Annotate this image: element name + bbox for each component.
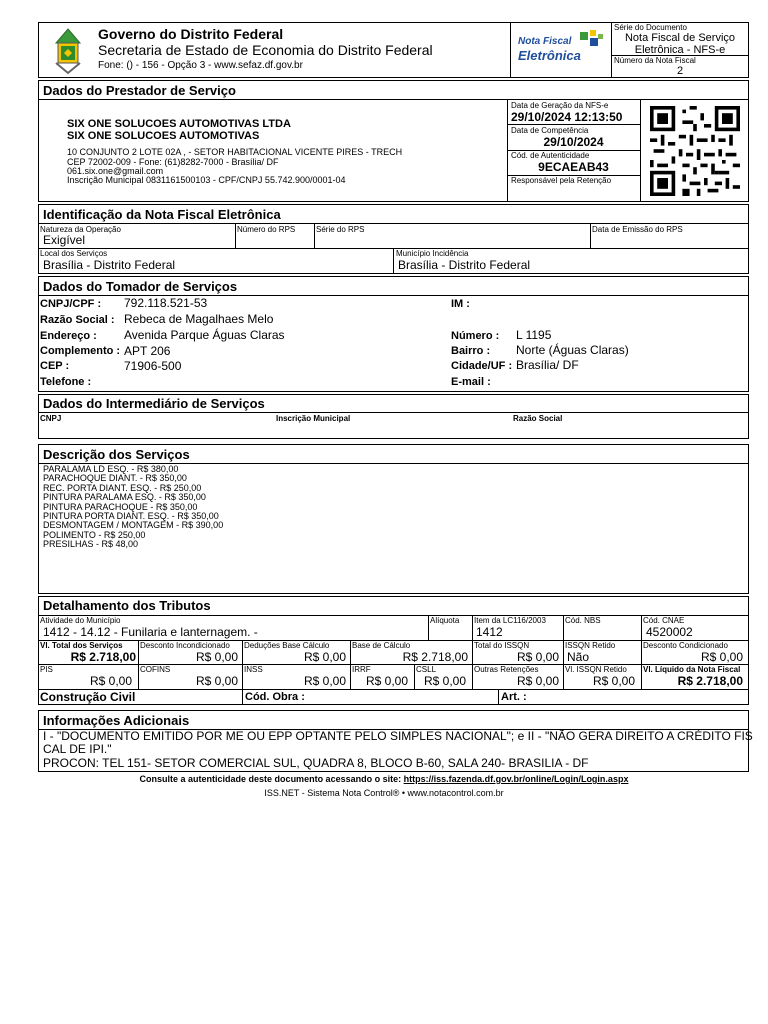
- prestador-email: 061.six.one@gmail.com: [67, 166, 164, 176]
- total-issqn-label: Total do ISSQN: [474, 641, 530, 650]
- info-line-1: I - "DOCUMENTO EMITIDO POR ME OU EPP OPTANTE PELO SIMPLES NACIONAL"; e II - "NÃO GERA DIREITO A CRÉDITO FIS: [43, 729, 753, 743]
- razao-label: Razão Social :: [40, 314, 115, 326]
- outras-value: R$ 0,00: [516, 674, 559, 688]
- cnae-value: 4520002: [646, 625, 693, 639]
- vl-issqn-ret-label: Vl. ISSQN Retido: [565, 665, 627, 674]
- vl-liquido-label: Vl. Líquido da Nota Fiscal: [643, 665, 741, 674]
- descricao-line: DESMONTAGEM / MONTAGEM - R$ 390,00: [43, 520, 224, 531]
- descricao-line: REC. PORTA DIANT. ESQ. - R$ 250,00: [43, 482, 202, 493]
- pis-value: R$ 0,00: [89, 674, 132, 688]
- serie-value-2: Eletrônica - NFS-e: [634, 44, 726, 56]
- csll-label: CSLL: [416, 665, 437, 674]
- identificacao-title: Identificação da Nota Fiscal Eletrônica: [43, 207, 281, 222]
- df-coat-of-arms-icon: [50, 27, 86, 75]
- natureza-value: Exigível: [43, 233, 86, 247]
- num-rps-label: Número do RPS: [237, 225, 296, 234]
- numero-label: Número :: [451, 330, 500, 342]
- data-geracao: 29/10/2024 12:13:50: [511, 110, 623, 124]
- irrf-value: R$ 0,00: [365, 674, 408, 688]
- endereco-value: Avenida Parque Águas Claras: [124, 328, 285, 342]
- issqn-retido-label: ISSQN Retido: [565, 641, 616, 650]
- prestador-name-1: SIX ONE SOLUCOES AUTOMOTIVAS LTDA: [67, 118, 291, 130]
- vl-total-value: R$ 2.718,00: [70, 650, 136, 664]
- data-geracao-label: Data de Geração da NFS-e: [511, 101, 609, 110]
- cod-aut: 9ECAEAB43: [538, 160, 609, 174]
- descricao-line: PARALAMA LD ESQ. - R$ 380,00: [43, 464, 179, 474]
- inss-label: INSS: [244, 665, 263, 674]
- email-label: E-mail :: [451, 376, 491, 388]
- prestador-name-2: SIX ONE SOLUCOES AUTOMOTIVAS: [67, 130, 260, 142]
- cidade-label: Cidade/UF :: [451, 360, 513, 372]
- municipio-value: Brasília - Distrito Federal: [398, 258, 531, 272]
- desc-incond-label: Desconto Incondicionado: [140, 641, 230, 650]
- deducoes-label: Deduções Base Cálculo: [244, 641, 330, 650]
- base-value: R$ 2.718,00: [402, 650, 468, 664]
- deducoes-value: R$ 0,00: [303, 650, 346, 664]
- logo-squares-icon: [576, 28, 604, 54]
- intermediario-title: Dados do Intermediário de Serviços: [43, 396, 265, 411]
- vl-liquido-value: R$ 2.718,00: [677, 674, 743, 688]
- local-label: Local dos Serviços: [40, 249, 108, 258]
- municipio-label: Município Incidência: [396, 249, 469, 258]
- descricao-lines: [43, 465, 223, 550]
- gov-name: Governo do Distrito Federal: [98, 26, 284, 42]
- bairro-value: Norte (Águas Claras): [516, 343, 629, 357]
- endereco-label: Endereço :: [40, 330, 97, 342]
- consulte-text: Consulte a autenticidade deste documento acessando o site:: [139, 774, 402, 784]
- item-value: 1412: [476, 625, 503, 639]
- tomador-title: Dados do Tomador de Serviços: [43, 279, 238, 294]
- natureza-label: Natureza da Operação: [40, 225, 121, 234]
- numero-label: Número da Nota Fiscal: [614, 56, 696, 65]
- prestador-inscr: Inscrição Municipal 0831161500103 - CPF/CNPJ 55.742.900/0001-04: [67, 175, 346, 185]
- desc-incond-value: R$ 0,00: [195, 650, 238, 664]
- info-title: Informações Adicionais: [43, 713, 190, 728]
- construcao-label: Construção Civil: [40, 690, 136, 704]
- cnpj-value: 792.118.521-53: [124, 296, 208, 310]
- nota-fiscal-logo: [516, 28, 606, 72]
- descricao-line: POLIMENTO - R$ 250,00: [43, 529, 146, 540]
- cnpj-label: CNPJ/CPF :: [40, 298, 102, 310]
- desc-cond-value: R$ 0,00: [700, 650, 743, 664]
- issqn-retido-value: Não: [567, 650, 590, 664]
- info-line-2: CAL DE IPI.": [43, 742, 112, 756]
- pis-label: PIS: [40, 665, 53, 674]
- atividade-value: 1412 - 14.12 - Funilaria e lanternagem. -: [43, 625, 258, 639]
- cep-label: CEP :: [40, 360, 70, 372]
- art-label: Art. :: [501, 691, 527, 703]
- footer-issnet: ISS.NET - Sistema Nota Control® • www.notacontrol.com.br: [264, 788, 504, 798]
- razao-value: Rebeca de Magalhaes Melo: [124, 312, 274, 326]
- fone-line: Fone: () - 156 - Opção 3 - www.sefaz.df.gov.br: [98, 60, 303, 71]
- complemento-label: Complemento :: [40, 345, 121, 357]
- intermediario-cnpj-label: CNPJ: [40, 414, 62, 423]
- numero-value: L 1195: [516, 328, 552, 342]
- data-comp-label: Data de Competência: [511, 126, 589, 135]
- csll-value: R$ 0,00: [423, 674, 466, 688]
- data-rps-label: Data de Emissão do RPS: [592, 225, 683, 234]
- resp-label: Responsável pela Retenção: [511, 176, 612, 185]
- cod-obra-label: Cód. Obra :: [245, 691, 305, 703]
- cod-aut-label: Cód. de Autenticidade: [511, 151, 590, 160]
- cofins-value: R$ 0,00: [195, 674, 238, 688]
- prestador-title: Dados do Prestador de Serviço: [43, 83, 236, 98]
- descricao-line: PINTURA PORTA DIANT. ESQ. - R$ 350,00: [43, 511, 219, 522]
- im-label: IM :: [451, 298, 470, 310]
- serie-value-1: Nota Fiscal de Serviço: [624, 32, 736, 44]
- intermediario-razao-label: Razão Social: [513, 414, 563, 423]
- cofins-label: COFINS: [140, 665, 171, 674]
- serie-rps-label: Série do RPS: [316, 225, 365, 234]
- vl-total-label: Vl. Total dos Serviços: [40, 641, 123, 650]
- logo-text-2: Eletrônica: [518, 48, 581, 63]
- outras-label: Outras Retenções: [474, 665, 539, 674]
- telefone-label: Telefone :: [40, 376, 92, 388]
- descricao-line: PINTURA PARACHOQUE - R$ 350,00: [43, 501, 198, 512]
- total-issqn-value: R$ 0,00: [516, 650, 559, 664]
- descricao-line: PRESILHAS - R$ 48,00: [43, 539, 139, 550]
- local-value: Brasília - Distrito Federal: [43, 258, 176, 272]
- irrf-label: IRRF: [352, 665, 371, 674]
- data-comp: 29/10/2024: [543, 135, 604, 149]
- descricao-line: PARACHOQUE DIANT. - R$ 350,00: [43, 473, 187, 484]
- aliquota-label: Alíquota: [430, 616, 460, 625]
- atividade-label: Atividade do Município: [40, 616, 121, 625]
- qr-code-icon: [648, 106, 742, 196]
- logo-text-1: Nota Fiscal: [518, 36, 572, 47]
- base-label: Base de Cálculo: [352, 641, 411, 650]
- item-label: Item da LC116/2003: [474, 616, 546, 625]
- cnae-label: Cód. CNAE: [643, 616, 685, 625]
- serie-label: Série do Documento: [614, 23, 687, 32]
- cep-value: 71906-500: [124, 359, 182, 373]
- vl-issqn-ret-value: R$ 0,00: [592, 674, 635, 688]
- intermediario-inscr-label: Inscrição Municipal: [276, 414, 351, 423]
- cidade-value: Brasília/ DF: [516, 358, 579, 372]
- descricao-title: Descrição dos Serviços: [43, 447, 190, 462]
- numero-value: 2: [676, 65, 684, 77]
- nbs-label: Cód. NBS: [565, 616, 601, 625]
- authenticity-link[interactable]: https://iss.fazenda.df.gov.br/online/Login/Login.aspx: [403, 774, 629, 784]
- descricao-line: PINTURA PARALAMA ESQ. - R$ 350,00: [43, 492, 206, 503]
- tributos-title: Detalhamento dos Tributos: [43, 598, 211, 613]
- desc-cond-label: Desconto Condicionado: [643, 641, 728, 650]
- bairro-label: Bairro :: [451, 345, 491, 357]
- inss-value: R$ 0,00: [303, 674, 346, 688]
- prestador-addr-2: CEP 72002-009 - Fone: (61)8282-7000 - Brasília/ DF: [67, 157, 279, 167]
- prestador-addr-1: 10 CONJUNTO 2 LOTE 02A , - SETOR HABITACIONAL VICENTE PIRES - TRECH: [67, 147, 403, 157]
- secretaria: Secretaria de Estado de Economia do Distrito Federal: [98, 42, 433, 58]
- complemento-value: APT 206: [124, 344, 171, 358]
- footer-consulte: [0, 774, 768, 784]
- info-line-3: PROCON: TEL 151- SETOR COMERCIAL SUL, QUADRA 8, BLOCO B-60, SALA 240- BRASILIA - DF: [43, 756, 589, 770]
